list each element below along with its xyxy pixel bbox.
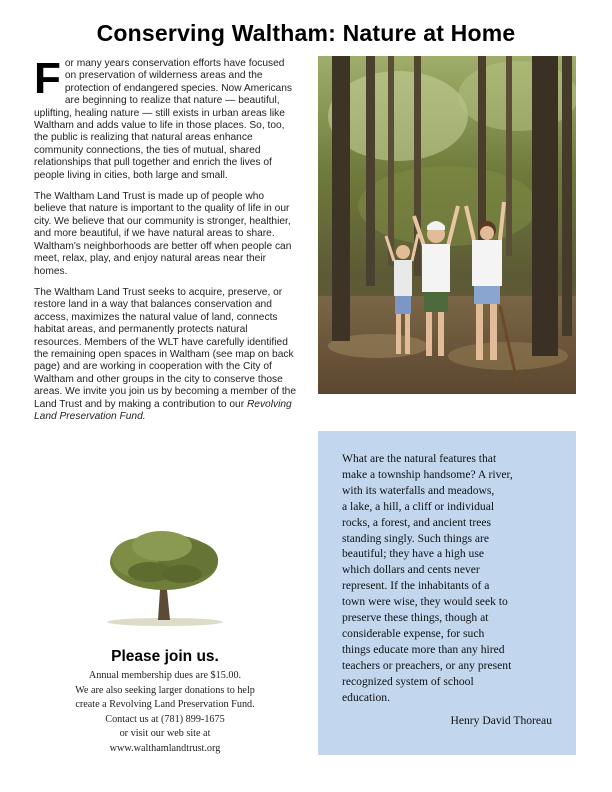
join-heading: Please join us. bbox=[111, 648, 219, 665]
quote-line: standing singly. Such things are bbox=[342, 531, 490, 545]
quote-line: What are the natural features that bbox=[342, 452, 497, 465]
intro-paragraph-3-text: The Waltham Land Trust seeks to acquire, preserve, or restore land in a way that balances conservation and access, maximizes the natural value of land, connects habitat areas, and permanently protects natural resources. Members of the WLT have carefully identified the remaining open spaces in Waltham (see map on back page) and are working in cooperation with the City of Waltham and other groups in the city to conserve those areas. We invite you join us by becoming a member of the Land Trust and by making a contribution to our bbox=[34, 286, 296, 410]
intro-paragraph-1-text: or many years conservation efforts have focused on preservation of wilderness areas and the protection of endangered species. Now Americans are beginning to realize that nature — beautiful, uplifting, healing nature — still exists in urban areas like Waltham and adds value to life in those places. So, too, the public is realizing that natural areas enhance community connections, the ties of mutual, shared relationships that pull together and enrich the lives of people living in cities, both large and small. bbox=[34, 58, 292, 181]
thoreau-quote-box bbox=[318, 431, 576, 755]
intro-column bbox=[34, 54, 296, 432]
intro-paragraph-3 bbox=[34, 287, 296, 423]
join-line-donations: We are also seeking larger donations to help bbox=[75, 684, 255, 696]
join-line-website-url[interactable]: www.walthamlandtrust.org bbox=[109, 742, 221, 754]
quote-line: with its waterfalls and meadows, bbox=[342, 483, 495, 497]
intro-paragraph-2: The Waltham Land Trust is made up of people who believe that nature is important to the quality of life in our city. We believe that our community is stronger, healthier, and more beautiful, if we have natural areas to share. Waltham's neighborhoods are better off when people can meet, relax, play, and enjoy natural areas near their homes. bbox=[34, 191, 292, 277]
quote-line: represent. If the inhabitants of a bbox=[342, 579, 490, 593]
quote-line: rocks, a forest, and ancient trees bbox=[342, 515, 492, 529]
quote-line: considerable expense, for such bbox=[342, 626, 485, 640]
join-line-website-intro: or visit our web site at bbox=[119, 728, 211, 740]
quote-line: beautiful; they have a high use bbox=[342, 547, 484, 561]
join-line-fund: create a Revolving Land Preservation Fund. bbox=[75, 699, 255, 711]
quote-line: make a township handsome? A river, bbox=[342, 467, 513, 481]
join-line-dues: Annual membership dues are $15.00. bbox=[88, 670, 242, 681]
quote-line: which dollars and cents never bbox=[342, 563, 480, 577]
quote-line: things educate more than any hired bbox=[342, 642, 505, 656]
quote-attribution: Henry David Thoreau bbox=[450, 714, 552, 727]
drop-cap: F bbox=[34, 54, 61, 103]
quote-line: preserve these things, though at bbox=[342, 611, 489, 625]
join-info bbox=[34, 669, 296, 757]
intro-paragraph-1 bbox=[34, 54, 296, 182]
fund-name: Revolving Land Preservation Fund. bbox=[34, 398, 292, 422]
quote-line: town were wise, they would seek to bbox=[342, 595, 508, 609]
oak-tree-illustration bbox=[100, 528, 230, 628]
quote-line: teachers or preachers, or any present bbox=[342, 658, 512, 672]
join-line-phone: Contact us at (781) 899-1675 bbox=[105, 713, 225, 725]
quote-line: a lake, a hill, a cliff or individual bbox=[342, 499, 495, 513]
quote-line: recognized system of school bbox=[342, 674, 474, 688]
page-title: Conserving Waltham: Nature at Home bbox=[96, 20, 516, 46]
quote-text bbox=[342, 451, 568, 706]
quote-line: education. bbox=[342, 690, 390, 704]
children-in-forest-photo bbox=[318, 56, 576, 394]
